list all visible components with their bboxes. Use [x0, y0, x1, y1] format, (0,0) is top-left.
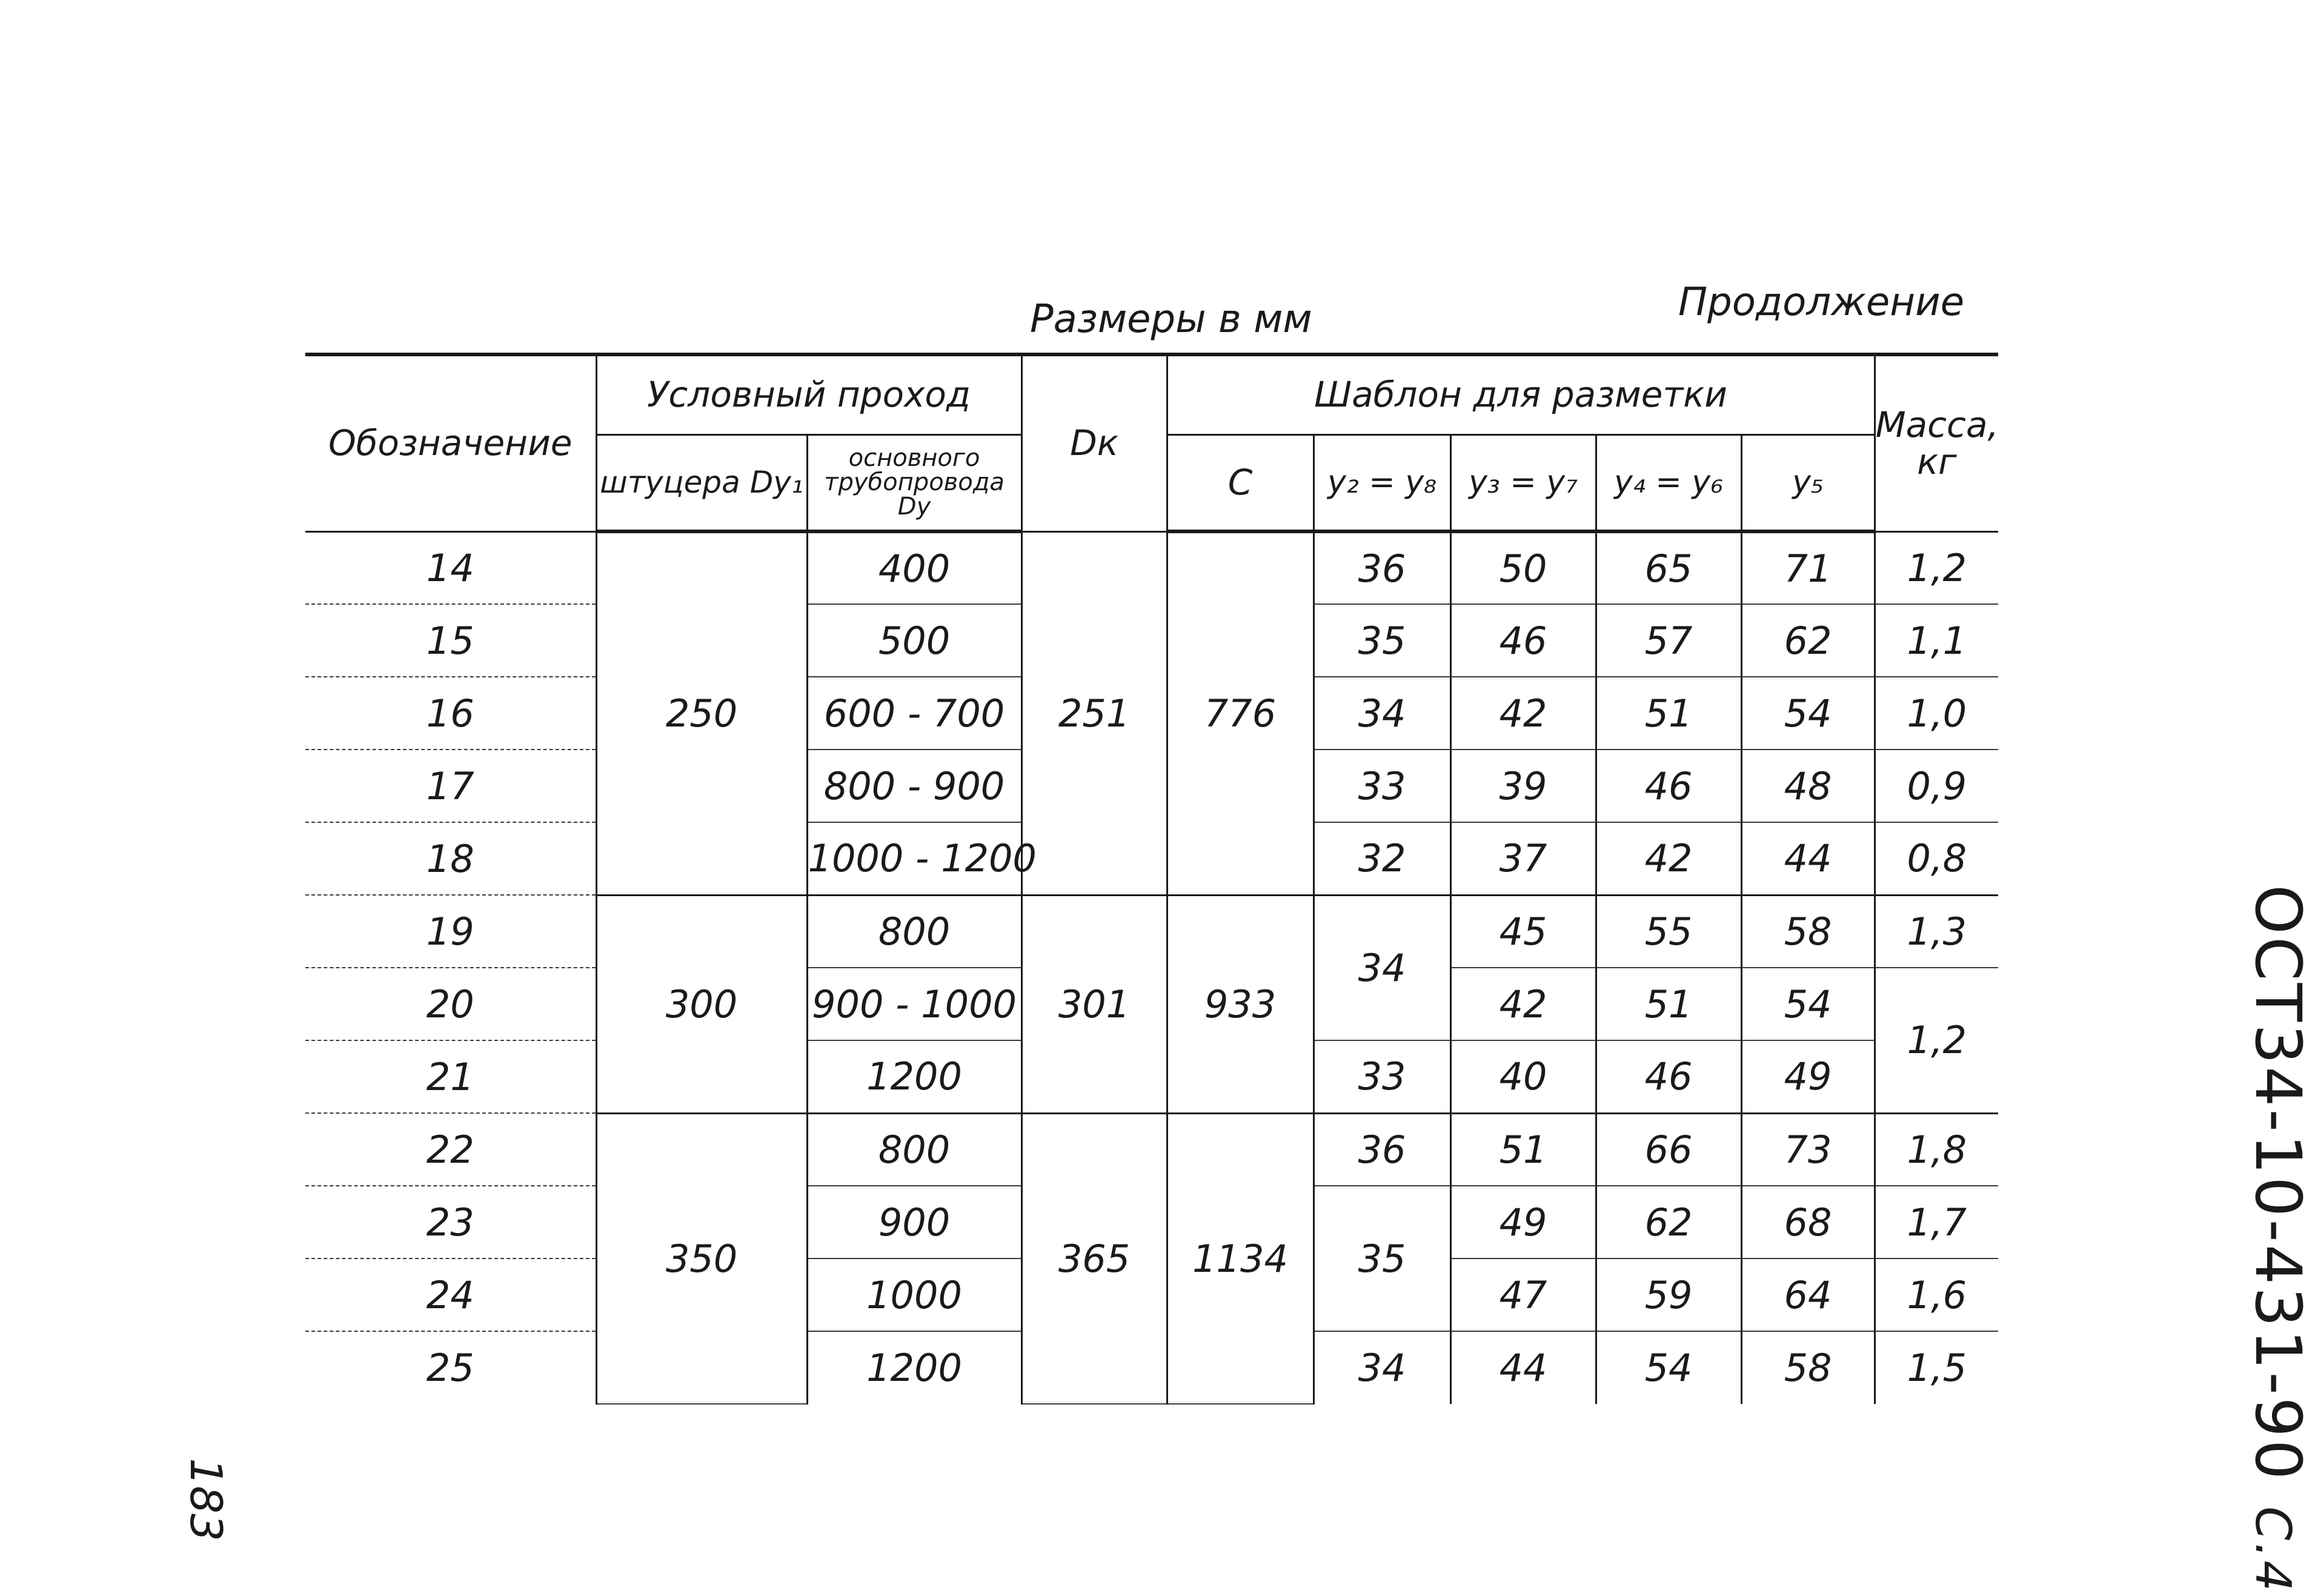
table-row-designation: 22 — [305, 1113, 596, 1186]
y3-y7-cell: 50 — [1450, 531, 1596, 604]
main-pipeline-cell: 800 — [807, 1113, 1021, 1186]
mass-cell: 1,2 — [1875, 968, 1998, 1113]
y5-cell: 73 — [1741, 1113, 1875, 1186]
y5-cell: 62 — [1741, 604, 1875, 677]
y2-y8-cell: 35 — [1314, 1186, 1450, 1331]
standard-document-number: ОСТ34-10-431-90 — [2241, 885, 2315, 1483]
dimensions-caption: Размеры в мм — [1030, 297, 1312, 342]
table-row-designation: 24 — [305, 1259, 596, 1331]
main-pipeline-cell: 800 - 900 — [807, 750, 1021, 822]
y5-cell: 68 — [1741, 1186, 1875, 1259]
y5-cell: 54 — [1741, 677, 1875, 750]
header-main-pipeline: основного трубопровода Dy — [807, 434, 1021, 531]
y3-y7-cell: 39 — [1450, 750, 1596, 822]
y2-y8-cell: 36 — [1314, 1113, 1450, 1186]
mass-cell: 1,8 — [1875, 1113, 1998, 1186]
table-row-designation: 16 — [305, 677, 596, 750]
table-row-designation: 14 — [305, 531, 596, 604]
fitting-cell: 300 — [596, 895, 807, 1113]
y3-y7-cell: 46 — [1450, 604, 1596, 677]
mass-cell: 1,7 — [1875, 1186, 1998, 1259]
main-pipeline-cell: 800 — [807, 895, 1021, 968]
y3-y7-cell: 45 — [1450, 895, 1596, 968]
mass-cell: 1,2 — [1875, 531, 1998, 604]
header-mass: Масса, кг — [1875, 354, 1998, 531]
y4-y6-cell: 62 — [1596, 1186, 1741, 1259]
y3-y7-cell: 40 — [1450, 1040, 1596, 1113]
table-row-designation: 20 — [305, 968, 596, 1040]
y5-cell: 58 — [1741, 1331, 1875, 1404]
y2-y8-cell: 36 — [1314, 531, 1450, 604]
y5-cell: 58 — [1741, 895, 1875, 968]
y3-y7-cell: 44 — [1450, 1331, 1596, 1404]
main-pipeline-cell: 500 — [807, 604, 1021, 677]
y3-y7-cell: 42 — [1450, 677, 1596, 750]
header-y5: y₅ — [1741, 434, 1875, 531]
y3-y7-cell: 47 — [1450, 1259, 1596, 1331]
y4-y6-cell: 46 — [1596, 750, 1741, 822]
y2-y8-cell: 33 — [1314, 1040, 1450, 1113]
y3-y7-cell: 49 — [1450, 1186, 1596, 1259]
y4-y6-cell: 46 — [1596, 1040, 1741, 1113]
continuation-label: Продолжение — [1678, 280, 1965, 325]
table-row-designation: 23 — [305, 1186, 596, 1259]
header-designation: Обозначение — [305, 354, 596, 531]
standard-code — [2241, 885, 2315, 1594]
y2-y8-cell: 33 — [1314, 750, 1450, 822]
table-row-designation: 18 — [305, 822, 596, 895]
mass-cell: 0,8 — [1875, 822, 1998, 895]
mass-cell: 1,3 — [1875, 895, 1998, 968]
y4-y6-cell: 57 — [1596, 604, 1741, 677]
main-pipeline-cell: 600 - 700 — [807, 677, 1021, 750]
main-pipeline-cell: 1000 - 1200 — [807, 822, 1021, 895]
main-pipeline-cell: 1200 — [807, 1040, 1021, 1113]
y3-y7-cell: 51 — [1450, 1113, 1596, 1186]
y4-y6-cell: 51 — [1596, 968, 1741, 1040]
y4-y6-cell: 66 — [1596, 1113, 1741, 1186]
header-y2-y8: y₂ = y₈ — [1314, 434, 1450, 531]
table-row-designation: 21 — [305, 1040, 596, 1113]
y5-cell: 54 — [1741, 968, 1875, 1040]
y2-y8-cell: 34 — [1314, 677, 1450, 750]
y4-y6-cell: 65 — [1596, 531, 1741, 604]
y2-y8-cell: 32 — [1314, 822, 1450, 895]
mass-cell: 1,0 — [1875, 677, 1998, 750]
y4-y6-cell: 51 — [1596, 677, 1741, 750]
y2-y8-cell: 35 — [1314, 604, 1450, 677]
y3-y7-cell: 42 — [1450, 968, 1596, 1040]
main-pipeline-cell: 1000 — [807, 1259, 1021, 1331]
main-pipeline-cell: 400 — [807, 531, 1021, 604]
y2-y8-cell: 34 — [1314, 895, 1450, 1040]
sheet-number: С.4 — [2245, 1506, 2301, 1594]
dk-cell: 301 — [1021, 895, 1167, 1113]
fitting-cell: 350 — [596, 1113, 807, 1404]
y5-cell: 48 — [1741, 750, 1875, 822]
header-fitting: штуцера Dy₁ — [596, 434, 807, 531]
table-row-designation: 25 — [305, 1331, 596, 1404]
c-cell: 1134 — [1167, 1113, 1314, 1404]
mass-cell: 1,1 — [1875, 604, 1998, 677]
fitting-cell: 250 — [596, 531, 807, 895]
header-y3-y7: y₃ = y₇ — [1450, 434, 1596, 531]
mass-cell: 0,9 — [1875, 750, 1998, 822]
y5-cell: 71 — [1741, 531, 1875, 604]
c-cell: 933 — [1167, 895, 1314, 1113]
c-cell: 776 — [1167, 531, 1314, 895]
y4-y6-cell: 59 — [1596, 1259, 1741, 1331]
y5-cell: 64 — [1741, 1259, 1875, 1331]
y3-y7-cell: 37 — [1450, 822, 1596, 895]
header-template: Шаблон для разметки — [1167, 354, 1875, 434]
y5-cell: 49 — [1741, 1040, 1875, 1113]
y2-y8-cell: 34 — [1314, 1331, 1450, 1404]
main-pipeline-cell: 900 - 1000 — [807, 968, 1021, 1040]
header-nominal-bore: Условный проход — [596, 354, 1021, 434]
mass-cell: 1,5 — [1875, 1331, 1998, 1404]
mass-cell: 1,6 — [1875, 1259, 1998, 1331]
main-pipeline-cell: 900 — [807, 1186, 1021, 1259]
y4-y6-cell: 55 — [1596, 895, 1741, 968]
y4-y6-cell: 54 — [1596, 1331, 1741, 1404]
header-dk: Dк — [1021, 354, 1167, 531]
y4-y6-cell: 42 — [1596, 822, 1741, 895]
table-row-designation: 15 — [305, 604, 596, 677]
dk-cell: 251 — [1021, 531, 1167, 895]
table-row-designation: 17 — [305, 750, 596, 822]
page-number: 183 — [181, 1458, 231, 1541]
table-row-designation: 19 — [305, 895, 596, 968]
dimensions-table — [305, 353, 1998, 1405]
dk-cell: 365 — [1021, 1113, 1167, 1404]
y5-cell: 44 — [1741, 822, 1875, 895]
main-pipeline-cell: 1200 — [807, 1331, 1021, 1404]
header-y4-y6: y₄ = y₆ — [1596, 434, 1741, 531]
header-c: С — [1167, 434, 1314, 531]
